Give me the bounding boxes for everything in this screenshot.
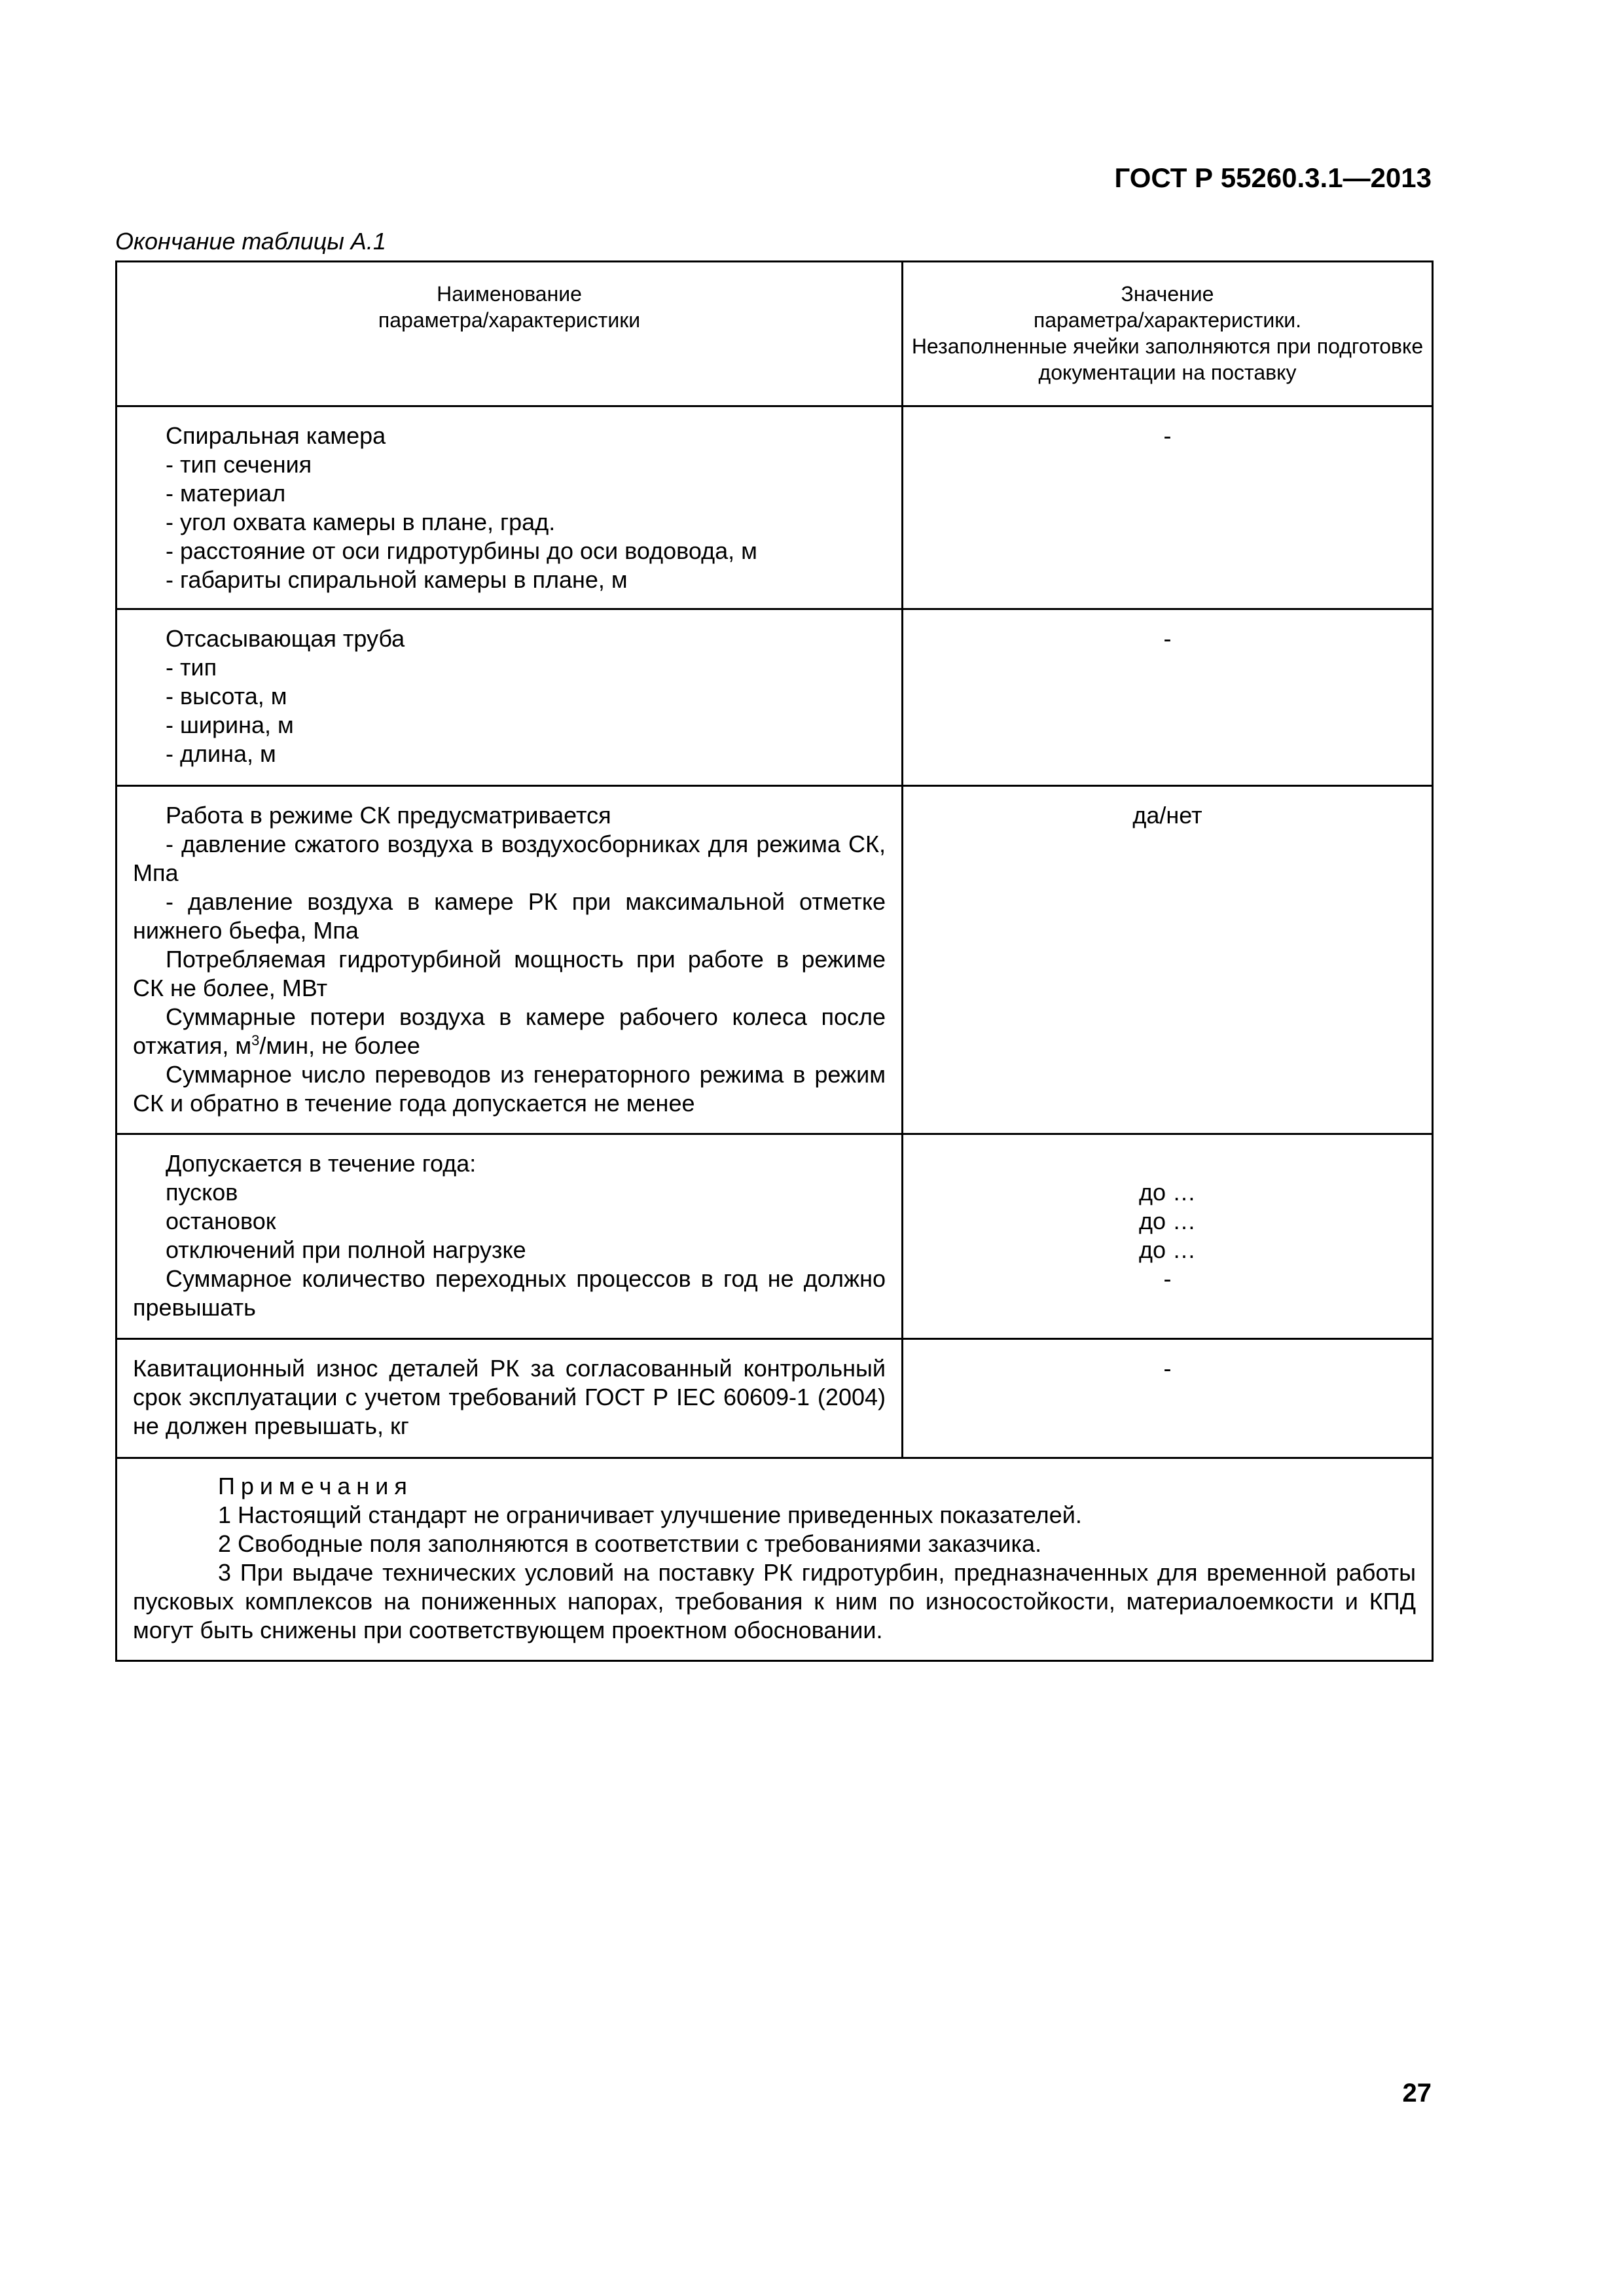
parameter-line: отключений при полной нагрузке: [166, 1236, 526, 1263]
parameter-paragraph: Работа в режиме СК предусматривается: [166, 802, 611, 829]
table-row: [117, 1134, 1433, 1339]
value-text: -: [1163, 1355, 1172, 1382]
parameter-line: пусков: [166, 1179, 238, 1206]
parameter-cell: [117, 1339, 903, 1458]
document-standard-code: ГОСТ Р 55260.3.1—2013: [1114, 162, 1432, 193]
note-item: 2 Свободные поля заполняются в соответствии с требованиями заказчика.: [218, 1530, 1042, 1557]
header-line: параметра/характеристики: [378, 308, 641, 332]
parameter-line: - тип сечения: [166, 451, 312, 478]
parameter-line: - расстояние от оси гидротурбины до оси водовода, м: [166, 537, 757, 564]
table-row: [117, 406, 1433, 609]
value-cell: [903, 609, 1433, 786]
notes-row: [117, 1458, 1433, 1661]
note-item: 3 При выдаче технических условий на поставку РК гидротурбин, предназначенных для временной работы пусковых комплексов на пониженных напорах, требования к ним по износостойкости, материалоемкости и КПД могут быть снижены при соответствующем проектном обосновании.: [133, 1559, 1416, 1643]
header-parameter-name: [117, 262, 903, 406]
parameter-line: - габариты спиральной камеры в плане, м: [166, 566, 628, 593]
parameter-line: остановок: [166, 1208, 276, 1234]
parameter-paragraph-with-superscript: [133, 1003, 886, 1060]
parameter-cell: [117, 786, 903, 1134]
parameter-paragraph: - давление воздуха в камере РК при максимальной отметке нижнего бьефа, Мпа: [133, 888, 886, 944]
parameter-cell: [117, 609, 903, 786]
value-text: -: [1163, 422, 1172, 449]
parameter-line: - тип: [166, 654, 217, 681]
notes-title: Примечания: [218, 1473, 413, 1499]
value-text: да/нет: [1132, 802, 1202, 829]
value-cell: [903, 786, 1433, 1134]
parameter-line: Допускается в течение года:: [166, 1150, 477, 1177]
parameter-line: - длина, м: [166, 740, 276, 767]
header-parameter-value: [903, 262, 1433, 406]
parameter-line: - материал: [166, 480, 286, 507]
parameter-paragraph: Кавитационный износ деталей РК за согласованный контрольный срок эксплуатации с учетом требований ГОСТ Р IEC 60609-1 (2004) не должен превышать, кг: [133, 1355, 886, 1439]
header-line: Наименование: [437, 282, 582, 306]
table-caption: Окончание таблицы А.1: [115, 228, 386, 255]
table-row: [117, 1339, 1433, 1458]
note-item: 1 Настоящий стандарт не ограничивает улучшение приведенных показателей.: [218, 1501, 1082, 1528]
value-cell: [903, 1134, 1433, 1339]
header-line: Значение: [1121, 282, 1214, 306]
page-number: 27: [1402, 2079, 1432, 2108]
table-row: [117, 786, 1433, 1134]
value-text: до …: [1138, 1179, 1197, 1206]
parameter-line: Спиральная камера: [166, 422, 386, 449]
parameter-line: - угол охвата камеры в плане, град.: [166, 509, 556, 535]
parameter-line: Отсасывающая труба: [166, 625, 405, 652]
paragraph-text: Суммарные потери воздуха в камере рабочего колеса после отжатия, м: [133, 1003, 886, 1059]
table-row: [117, 609, 1433, 786]
value-text: до …: [1138, 1236, 1197, 1263]
parameter-line: - высота, м: [166, 683, 287, 709]
parameter-paragraph: Суммарное количество переходных процессов в год не должно превышать: [133, 1265, 886, 1321]
parameter-cell: [117, 1134, 903, 1339]
notes-cell: [117, 1458, 1433, 1661]
parameter-cell: [117, 406, 903, 609]
superscript: 3: [251, 1032, 260, 1049]
parameter-paragraph: Суммарное число переводов из генераторного режима в режим СК и обратно в течение года допускается не менее: [133, 1061, 886, 1117]
header-line: документации на поставку: [1038, 361, 1297, 384]
value-text: до …: [1138, 1208, 1197, 1234]
value-text: -: [1163, 1265, 1172, 1292]
paragraph-text-after-superscript: /мин, не более: [259, 1032, 420, 1059]
header-line: параметра/характеристики.: [1033, 308, 1302, 332]
parameter-line: - ширина, м: [166, 711, 294, 738]
parameter-paragraph: Потребляемая гидротурбиной мощность при работе в режиме СК не более, МВт: [133, 946, 886, 1001]
value-cell: [903, 1339, 1433, 1458]
header-line: Незаполненные ячейки заполняются при подготовке: [911, 334, 1424, 358]
value-text: -: [1163, 625, 1172, 652]
table-header-row: [117, 262, 1433, 406]
parameter-paragraph: - давление сжатого воздуха в воздухосборниках для режима СК, Мпа: [133, 831, 886, 886]
parameters-table: [115, 260, 1434, 1662]
value-cell: [903, 406, 1433, 609]
